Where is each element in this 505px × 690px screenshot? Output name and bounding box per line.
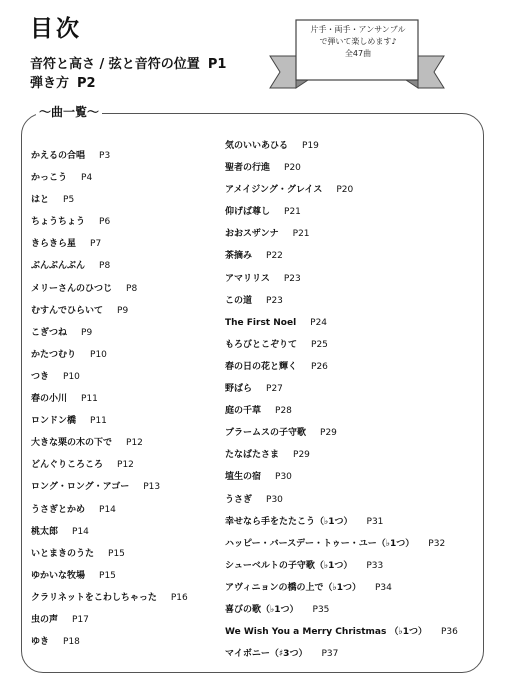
song-list-item: [225, 599, 458, 621]
song-page-number: P37: [321, 649, 339, 660]
song-list-item: [225, 157, 458, 179]
song-page-number: P27: [266, 384, 283, 395]
song-list-item: [225, 422, 458, 444]
song-title: アマリリス: [225, 273, 270, 284]
song-title: 仰げば尊し: [225, 207, 271, 218]
song-page-number: P5: [63, 195, 75, 206]
song-page-number: P23: [283, 273, 301, 284]
song-title: うさぎとかめ: [31, 504, 86, 515]
song-page-number: P20: [284, 163, 301, 174]
song-list-item: [31, 189, 188, 211]
song-title: どんぐりころころ: [31, 460, 104, 471]
song-title: もろびとこぞりて: [225, 339, 298, 350]
song-list-item: [225, 356, 458, 378]
song-title: We Wish You a Merry Christmas （♭1つ）: [225, 627, 427, 638]
song-page-number: P36: [440, 627, 458, 638]
song-page-number: P11: [81, 394, 98, 405]
song-title: 喜びの歌（♭1つ）: [225, 604, 299, 615]
song-list-item: [31, 388, 188, 410]
song-title: 虫の声: [31, 614, 59, 625]
song-title: ブラームスの子守歌: [225, 428, 307, 439]
song-page-number: P30: [266, 494, 283, 505]
song-title: ゆき: [31, 637, 50, 648]
song-list-heading: ～曲一覧～: [36, 103, 102, 120]
song-list-item: [225, 312, 458, 334]
song-list-item: [31, 278, 188, 300]
song-title: メリーさんのひつじ: [31, 283, 113, 294]
song-list-item: [31, 366, 188, 388]
song-title: この道: [225, 295, 253, 306]
song-page-number: P22: [266, 251, 283, 262]
song-title: ロング・ロング・アゴー: [31, 482, 130, 493]
song-title: クラリネットをこわしちゃった: [31, 592, 157, 603]
song-list-item: [31, 476, 188, 498]
song-title: 大きな栗の木の下で: [31, 438, 113, 449]
song-page-number: P30: [275, 472, 292, 483]
song-list-item: [31, 631, 188, 653]
song-title: ぶんぶんぶん: [31, 261, 86, 272]
song-list-item: [31, 344, 188, 366]
song-list-item: [31, 322, 188, 344]
song-list-item: [225, 378, 458, 400]
song-list-item: [225, 201, 458, 223]
song-page-number: P21: [284, 207, 301, 218]
song-page-number: P10: [63, 371, 80, 382]
song-page-number: P34: [374, 582, 392, 593]
song-title: かっこう: [31, 173, 68, 184]
song-title: マイボニー（♯3つ）: [225, 649, 308, 660]
song-page-number: P31: [366, 516, 384, 527]
song-title: 野ばら: [225, 384, 253, 395]
song-page-number: P35: [312, 604, 330, 615]
song-title: アメイジング・グレイス: [225, 185, 323, 196]
song-page-number: P13: [143, 482, 161, 493]
song-list-item: [225, 135, 458, 157]
page-title: 目次: [30, 16, 82, 42]
song-list-item: [225, 268, 458, 290]
banner-line: 片手・両手・アンサンブル: [310, 25, 406, 34]
song-page-number: P29: [320, 428, 337, 439]
song-page-number: P25: [311, 339, 328, 350]
song-list-item: [225, 511, 458, 533]
song-list-item: [31, 521, 188, 543]
song-list-item: [31, 543, 188, 565]
song-list-item: [225, 245, 458, 267]
song-page-number: P12: [117, 460, 134, 471]
song-list-item: [31, 609, 188, 631]
song-list-item: [225, 577, 458, 599]
song-page-number: P9: [81, 327, 93, 338]
song-page-number: P20: [336, 185, 354, 196]
song-title: おおスザンナ: [225, 229, 279, 240]
intro-line-notes: [30, 53, 226, 72]
banner-text: [298, 24, 418, 60]
song-title: 茶摘み: [225, 251, 253, 262]
song-list-item: [225, 400, 458, 422]
song-title: 気のいいあひる: [225, 141, 289, 151]
song-list-item: [225, 290, 458, 312]
song-list-right-column: [225, 135, 458, 665]
song-page-number: P26: [311, 361, 328, 372]
song-page-number: P8: [99, 261, 111, 272]
intro-line-text: 音符と高さ / 弦と音符の位置: [30, 57, 200, 72]
song-page-number: P14: [72, 526, 89, 537]
song-list-item: [31, 233, 188, 255]
song-title: ちょうちょう: [31, 217, 86, 228]
song-page-number: P8: [126, 283, 138, 294]
song-list-item: [225, 179, 458, 201]
intro-line-playing: [30, 72, 96, 91]
song-list-item: [225, 621, 458, 643]
song-page-number: P9: [117, 305, 129, 316]
song-page-number: P3: [99, 151, 111, 161]
song-page-number: P24: [310, 317, 328, 328]
song-page-number: P7: [90, 239, 102, 250]
intro-line-page: P1: [207, 57, 227, 72]
song-page-number: P12: [126, 438, 143, 449]
song-title: かたつむり: [31, 349, 77, 360]
song-list-item: [31, 432, 188, 454]
song-page-number: P18: [63, 637, 80, 648]
song-list-item: [31, 255, 188, 277]
song-title: ハッピー・バースデー・トゥー・ユー（♭1つ）: [225, 538, 415, 549]
song-title: 春の日の花と輝く: [225, 361, 298, 372]
song-list-left-column: [31, 145, 188, 653]
song-page-number: P16: [170, 592, 188, 603]
song-title: こぎつね: [31, 327, 68, 338]
song-title: 桃太郎: [31, 526, 59, 537]
song-title: 幸せなら手をたたこう（♭1つ）: [225, 516, 353, 527]
song-list-item: [225, 489, 458, 511]
song-page-number: P19: [302, 141, 319, 151]
song-list-item: [225, 334, 458, 356]
song-title: 庭の千草: [225, 406, 262, 417]
song-list-item: [31, 454, 188, 476]
song-page-number: P32: [428, 538, 446, 549]
song-page-number: P29: [293, 450, 310, 461]
song-list-item: [31, 565, 188, 587]
song-list-item: [31, 587, 188, 609]
song-title: はと: [31, 195, 50, 206]
banner-line: 全47曲: [344, 49, 372, 58]
song-title: 聖者の行進: [225, 163, 271, 174]
banner-line: で弾いて楽しめます♪: [319, 37, 397, 46]
song-page-number: P15: [108, 548, 125, 559]
song-title: アヴィニョンの橋の上で（♭1つ）: [225, 582, 361, 593]
song-list-item: [225, 466, 458, 488]
song-page-number: P21: [292, 229, 310, 240]
song-title: ロンドン橋: [31, 416, 77, 427]
song-title: シューベルトの子守歌（♭1つ）: [225, 560, 353, 571]
song-list-item: [31, 300, 188, 322]
song-list-item: [31, 167, 188, 189]
song-list-item: [31, 499, 188, 521]
song-page-number: P14: [99, 504, 116, 515]
song-title: つき: [31, 371, 50, 382]
song-title: いとまきのうた: [31, 548, 95, 559]
song-list-item: [225, 533, 458, 555]
song-list-item: [31, 145, 188, 167]
song-list-item: [225, 444, 458, 466]
song-page-number: P28: [275, 406, 292, 417]
song-page-number: P15: [99, 570, 116, 581]
song-page-number: P23: [266, 295, 283, 306]
song-list-item: [31, 211, 188, 233]
song-title: ゆかいな牧場: [31, 570, 86, 581]
song-list-item: [225, 643, 458, 665]
song-title: 春の小川: [31, 394, 68, 405]
song-title: The First Noel: [225, 317, 297, 328]
song-title: むすんでひらいて: [31, 305, 104, 316]
song-page-number: P11: [90, 416, 107, 427]
song-list-item: [31, 410, 188, 432]
song-page-number: P4: [81, 173, 93, 184]
song-title: かえるの合唱: [31, 151, 86, 161]
song-title: 埴生の宿: [225, 472, 262, 483]
song-page-number: P6: [99, 217, 111, 228]
intro-line-text: 弾き方: [30, 76, 70, 91]
song-title: たなばたさま: [225, 450, 280, 461]
song-list-item: [225, 223, 458, 245]
song-page-number: P33: [366, 560, 384, 571]
song-list-item: [225, 555, 458, 577]
song-page-number: P17: [72, 614, 89, 625]
song-title: うさぎ: [225, 494, 253, 505]
song-title: きらきら星: [31, 239, 77, 250]
song-page-number: P10: [90, 349, 107, 360]
intro-line-page: P2: [77, 76, 96, 91]
